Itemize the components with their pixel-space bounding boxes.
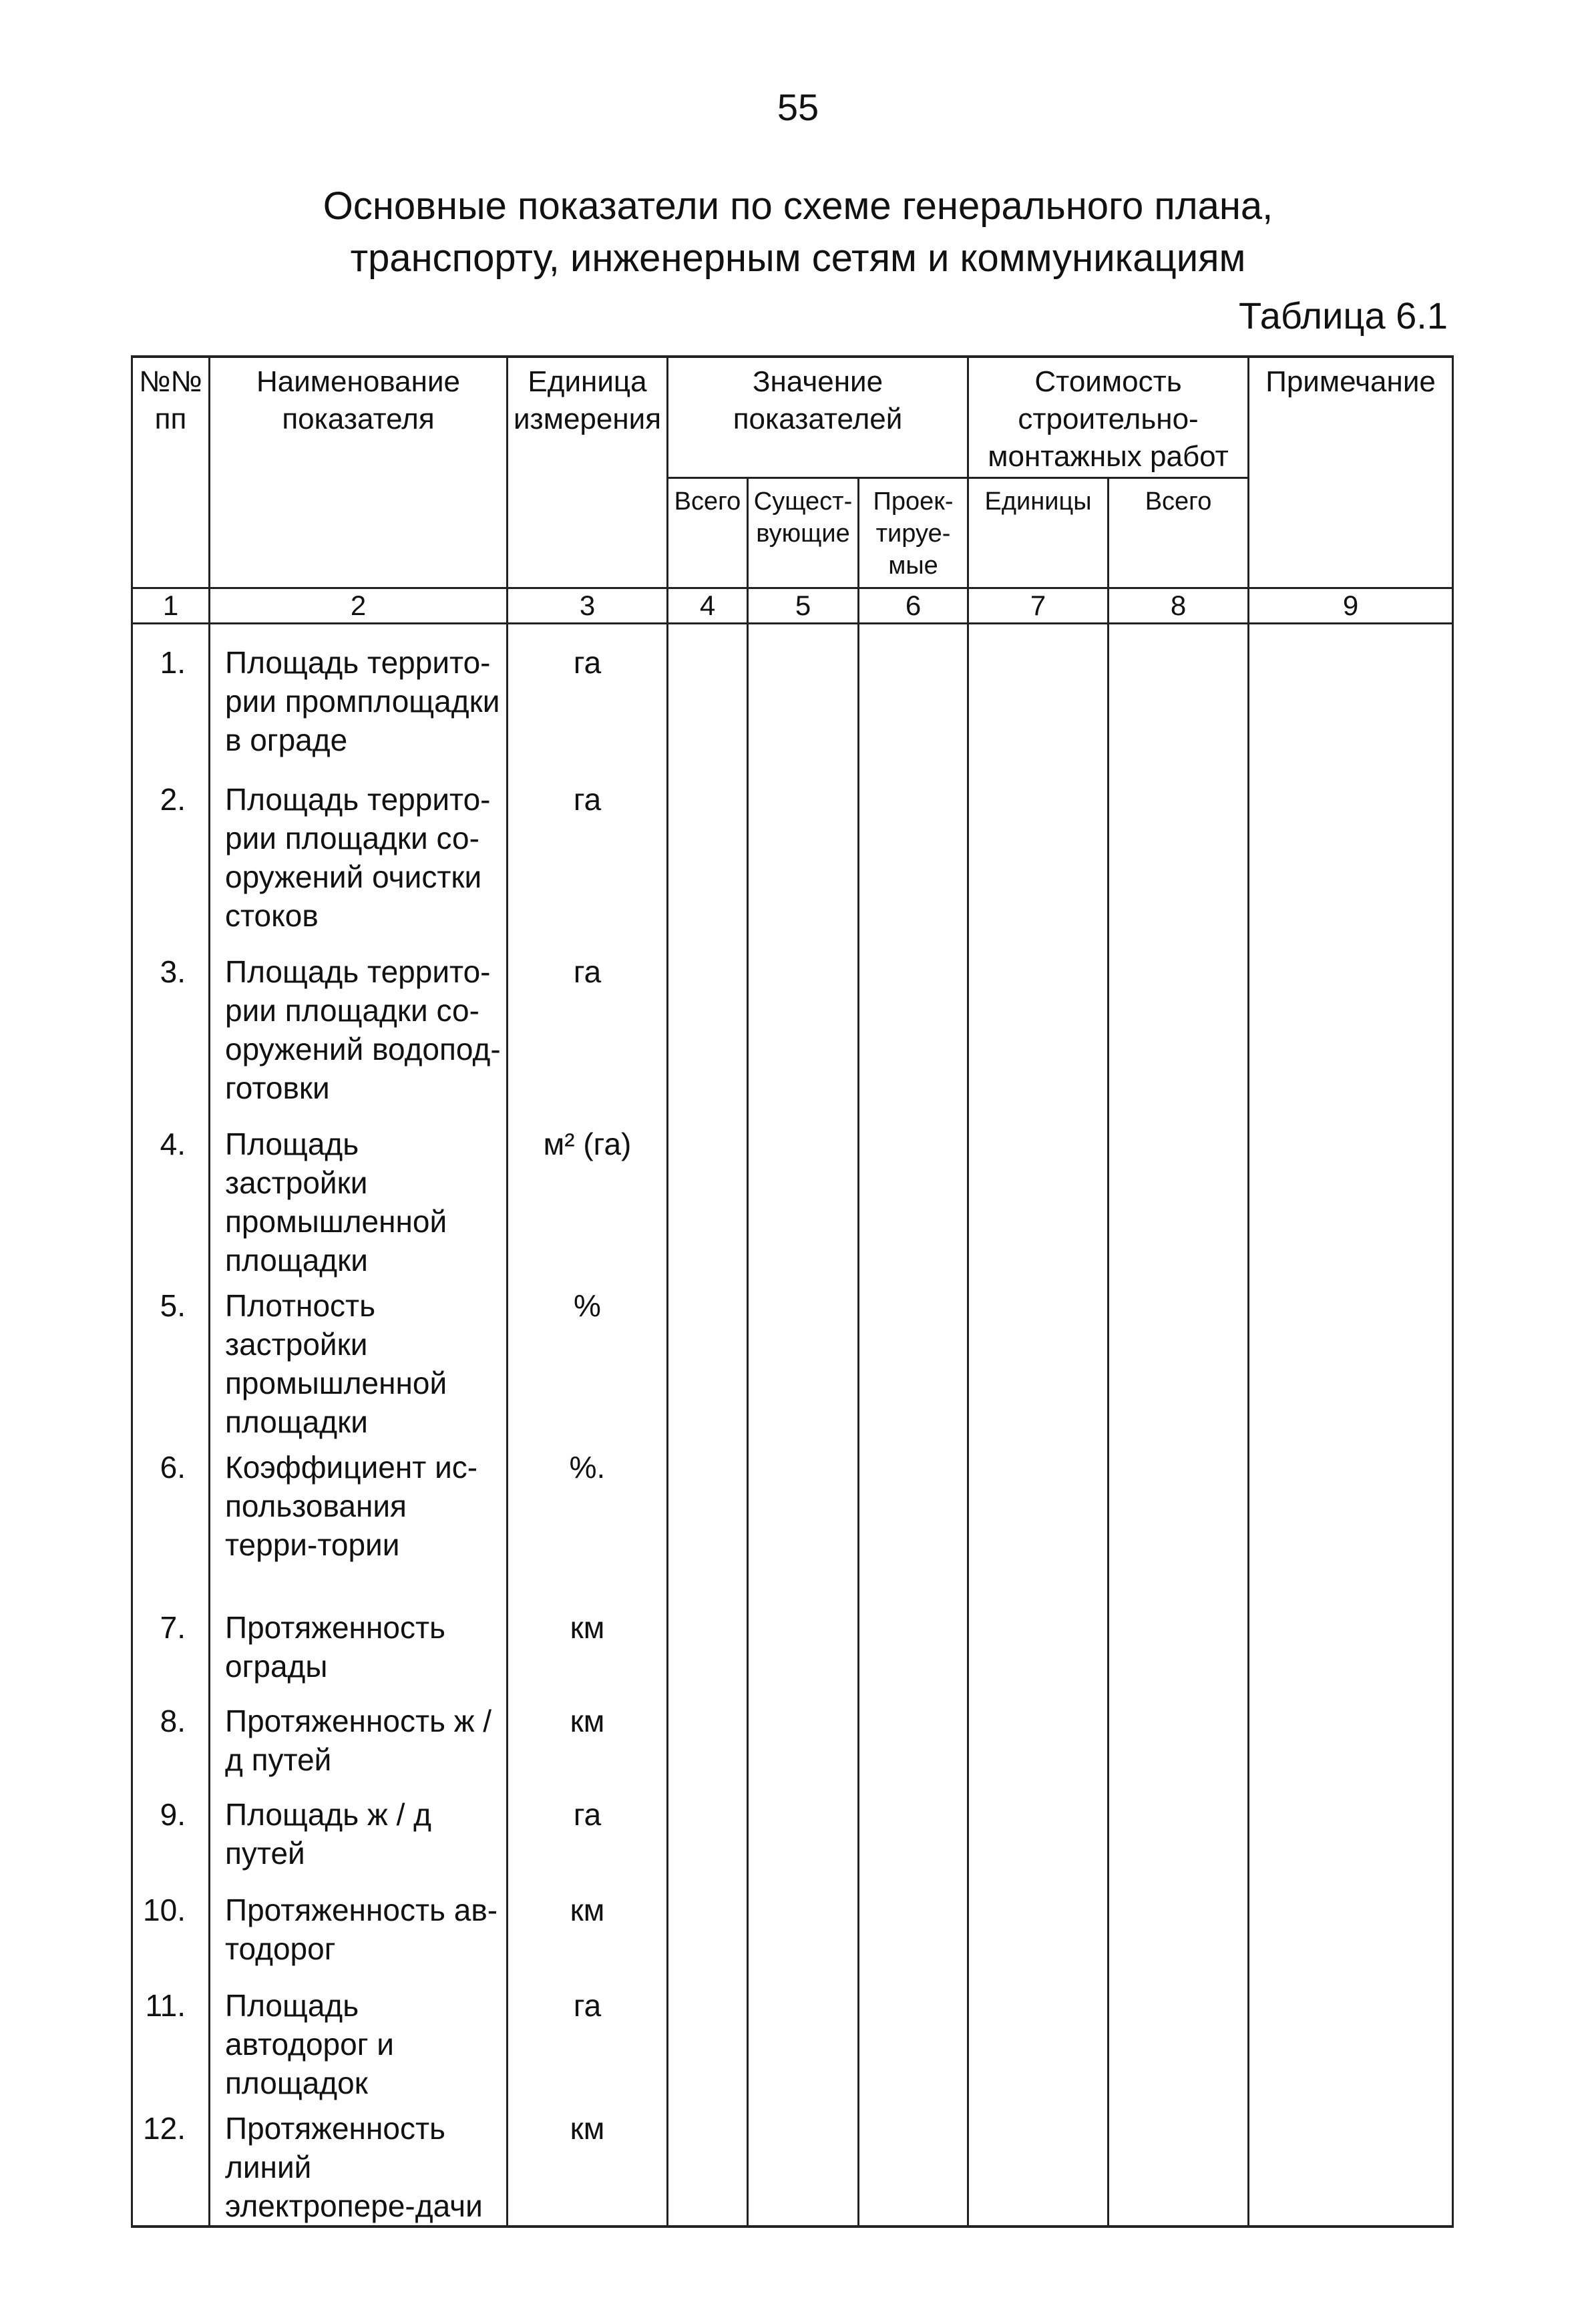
header-values-group: Значение показателей — [668, 357, 968, 478]
table-row — [132, 636, 1453, 773]
row-number: 8. — [132, 1695, 210, 1788]
row-cost-unit — [968, 1884, 1109, 1979]
row-value-total — [668, 1118, 748, 1280]
row-number: 4. — [132, 1118, 210, 1280]
row-value-total — [668, 1788, 748, 1884]
row-unit: га — [508, 946, 668, 1118]
row-value-total — [668, 636, 748, 773]
row-number: 11. — [132, 1979, 210, 2102]
table-row — [132, 1788, 1453, 1884]
row-value-total — [668, 1884, 748, 1979]
row-value-total — [668, 1979, 748, 2102]
row-cost-total — [1109, 636, 1249, 773]
row-value-existing — [748, 1979, 859, 2102]
header-unit: Единица измерения — [508, 357, 668, 588]
row-number: 5. — [132, 1280, 210, 1441]
row-number: 6. — [132, 1441, 210, 1601]
row-value-projected — [859, 636, 968, 773]
row-note — [1249, 1884, 1453, 1979]
row-value-existing — [748, 1884, 859, 1979]
row-cost-total — [1109, 1601, 1249, 1695]
column-number: 5 — [748, 588, 859, 624]
row-unit: км — [508, 1695, 668, 1788]
row-value-projected — [859, 1280, 968, 1441]
row-cost-unit — [968, 1979, 1109, 2102]
row-value-existing — [748, 1118, 859, 1280]
row-value-total — [668, 1280, 748, 1441]
row-value-existing — [748, 1788, 859, 1884]
row-value-projected — [859, 946, 968, 1118]
row-number: 2. — [132, 773, 210, 946]
row-value-existing — [748, 636, 859, 773]
header-cost-total: Всего — [1109, 478, 1249, 588]
row-note — [1249, 2102, 1453, 2227]
row-indicator-name: Площадь террито-рии промплощадки в ограде — [210, 636, 508, 773]
row-number: 9. — [132, 1788, 210, 1884]
row-cost-unit — [968, 1280, 1109, 1441]
row-value-projected — [859, 1695, 968, 1788]
row-value-total — [668, 1695, 748, 1788]
column-number: 9 — [1249, 588, 1453, 624]
title-line-1: Основные показатели по схеме генерального плана, — [323, 184, 1273, 228]
row-value-projected — [859, 1118, 968, 1280]
row-indicator-name: Площадь террито-рии площадки со-оружений водопод-готовки — [210, 946, 508, 1118]
row-value-projected — [859, 1979, 968, 2102]
row-cost-total — [1109, 1280, 1249, 1441]
header-number: №№ пп — [132, 357, 210, 588]
header-note: Примечание — [1249, 357, 1453, 588]
header-cost-group: Стоимость строительно-монтажных работ — [968, 357, 1249, 478]
row-indicator-name: Коэффициент ис-пользования терри-тории — [210, 1441, 508, 1601]
row-indicator-name: Площадь ж / д путей — [210, 1788, 508, 1884]
row-unit: км — [508, 2102, 668, 2227]
header-existing: Сущест-вующие — [748, 478, 859, 588]
row-value-projected — [859, 773, 968, 946]
table-row — [132, 1280, 1453, 1441]
row-cost-unit — [968, 1441, 1109, 1601]
row-note — [1249, 1601, 1453, 1695]
row-indicator-name: Протяженность линий электропере-дачи — [210, 2102, 508, 2227]
header-projected: Проек-тируе-мые — [859, 478, 968, 588]
row-indicator-name: Площадь застройки промышленной площадки — [210, 1118, 508, 1280]
row-unit: км — [508, 1884, 668, 1979]
row-unit: га — [508, 1979, 668, 2102]
row-unit: га — [508, 636, 668, 773]
row-note — [1249, 773, 1453, 946]
row-cost-total — [1109, 2102, 1249, 2227]
row-value-total — [668, 773, 748, 946]
table-row — [132, 1441, 1453, 1601]
header-total: Всего — [668, 478, 748, 588]
row-value-existing — [748, 1601, 859, 1695]
row-value-existing — [748, 946, 859, 1118]
row-cost-unit — [968, 1118, 1109, 1280]
row-value-existing — [748, 2102, 859, 2227]
row-cost-total — [1109, 1118, 1249, 1280]
indicators-table — [131, 355, 1454, 2228]
row-cost-total — [1109, 1884, 1249, 1979]
row-cost-unit — [968, 946, 1109, 1118]
table-row — [132, 1695, 1453, 1788]
row-unit: м² (га) — [508, 1118, 668, 1280]
row-note — [1249, 946, 1453, 1118]
row-cost-unit — [968, 1788, 1109, 1884]
header-name: Наименование показателя — [210, 357, 508, 588]
column-number: 3 — [508, 588, 668, 624]
row-cost-total — [1109, 946, 1249, 1118]
row-cost-unit — [968, 1695, 1109, 1788]
row-value-total — [668, 2102, 748, 2227]
row-unit: га — [508, 773, 668, 946]
row-cost-total — [1109, 1979, 1249, 2102]
row-unit: км — [508, 1601, 668, 1695]
row-indicator-name: Плотность застройки промышленной площадки — [210, 1280, 508, 1441]
table-row — [132, 1601, 1453, 1695]
column-number: 8 — [1109, 588, 1249, 624]
table-row — [132, 1118, 1453, 1280]
page-number: 55 — [777, 86, 819, 128]
row-value-total — [668, 946, 748, 1118]
row-indicator-name: Протяженность ж / д путей — [210, 1695, 508, 1788]
row-unit: га — [508, 1788, 668, 1884]
row-cost-total — [1109, 1788, 1249, 1884]
row-value-projected — [859, 1884, 968, 1979]
row-indicator-name: Площадь террито-рии площадки со-оружений очистки стоков — [210, 773, 508, 946]
row-unit: %. — [508, 1441, 668, 1601]
header-cost-unit: Единицы — [968, 478, 1109, 588]
column-number: 4 — [668, 588, 748, 624]
row-note — [1249, 1280, 1453, 1441]
row-cost-unit — [968, 2102, 1109, 2227]
row-number: 3. — [132, 946, 210, 1118]
column-number: 1 — [132, 588, 210, 624]
row-value-existing — [748, 773, 859, 946]
column-number: 2 — [210, 588, 508, 624]
row-value-total — [668, 1601, 748, 1695]
row-cost-unit — [968, 636, 1109, 773]
row-number: 12. — [132, 2102, 210, 2227]
row-note — [1249, 1695, 1453, 1788]
row-value-existing — [748, 1695, 859, 1788]
row-value-projected — [859, 2102, 968, 2227]
column-number: 7 — [968, 588, 1109, 624]
row-value-existing — [748, 1280, 859, 1441]
row-cost-total — [1109, 773, 1249, 946]
row-note — [1249, 1788, 1453, 1884]
row-indicator-name: Площадь автодорог и площадок — [210, 1979, 508, 2102]
table-row — [132, 773, 1453, 946]
table-row — [132, 1979, 1453, 2102]
row-number: 7. — [132, 1601, 210, 1695]
row-value-total — [668, 1441, 748, 1601]
row-cost-total — [1109, 1695, 1249, 1788]
column-number: 6 — [859, 588, 968, 624]
row-cost-unit — [968, 773, 1109, 946]
row-note — [1249, 1118, 1453, 1280]
row-value-projected — [859, 1788, 968, 1884]
row-value-projected — [859, 1441, 968, 1601]
table-row — [132, 946, 1453, 1118]
table-row — [132, 2102, 1453, 2227]
row-number: 10. — [132, 1884, 210, 1979]
row-unit: % — [508, 1280, 668, 1441]
row-value-existing — [748, 1441, 859, 1601]
row-note — [1249, 1979, 1453, 2102]
row-note — [1249, 636, 1453, 773]
row-indicator-name: Протяженность ограды — [210, 1601, 508, 1695]
title-line-2: транспорту, инженерным сетям и коммуникациям — [350, 236, 1246, 280]
row-cost-total — [1109, 1441, 1249, 1601]
row-number: 1. — [132, 636, 210, 773]
table-label: Таблица 6.1 — [1239, 295, 1448, 337]
row-note — [1249, 1441, 1453, 1601]
page-title — [0, 180, 1596, 284]
table-row — [132, 1884, 1453, 1979]
row-indicator-name: Протяженность ав-тодорог — [210, 1884, 508, 1979]
row-value-projected — [859, 1601, 968, 1695]
row-cost-unit — [968, 1601, 1109, 1695]
